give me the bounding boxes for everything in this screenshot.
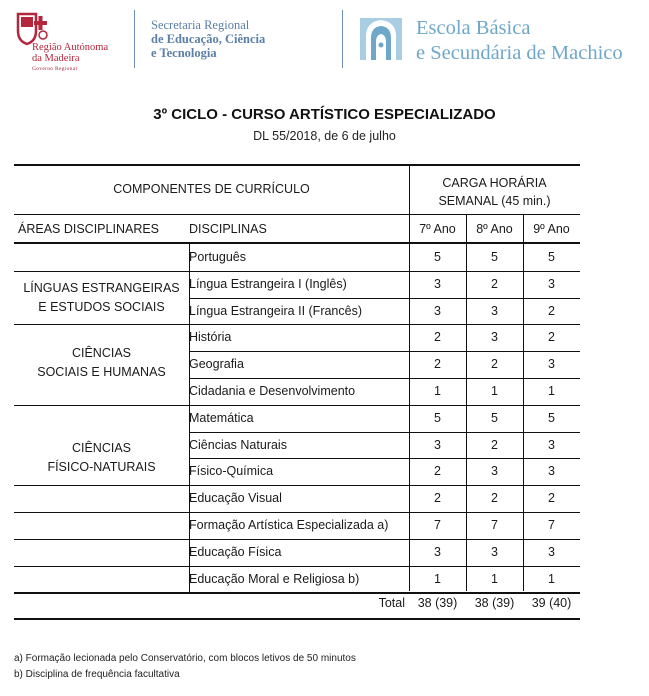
components-header: COMPONENTES DE CURRÍCULO: [113, 182, 310, 196]
school-logo-icon: [358, 14, 404, 64]
footnote-b: b) Disciplina de frequência facultativa: [14, 669, 180, 680]
hours-cell: 2: [548, 491, 555, 506]
hours-cell: 2: [434, 357, 441, 372]
hours-cell: 3: [491, 303, 498, 318]
subject-name: Geografia: [189, 357, 244, 372]
table-rule: [14, 485, 580, 486]
table-rule: [14, 164, 580, 166]
subject-name: Língua Estrangeira II (Francês): [189, 303, 362, 318]
hours-cell: 5: [434, 410, 441, 425]
year-8-header: 8º Ano: [476, 222, 513, 236]
group-label-line2: E ESTUDOS SOCIAIS: [38, 300, 165, 314]
table-rule: [189, 298, 580, 299]
table-rule: [409, 164, 410, 591]
hours-cell: 5: [434, 250, 441, 264]
hours-cell: 3: [548, 357, 555, 372]
subject-name: Ciências Naturais: [189, 437, 287, 452]
group-social-sciences: [14, 344, 189, 382]
table-rule: [466, 214, 467, 591]
region-name-line1: Região Autónoma: [32, 42, 109, 53]
hours-cell: 3: [548, 544, 555, 559]
subject-name: Educação Moral e Religiosa b): [189, 571, 360, 586]
hours-cell: 1: [434, 384, 441, 398]
table-rule: [189, 378, 580, 379]
region-name-line2: da Madeira: [32, 53, 80, 64]
subject-name: Cidadania e Desenvolvimento: [189, 384, 356, 398]
page-header: [0, 0, 649, 78]
hours-cell: 1: [548, 571, 555, 586]
hours-cell: 2: [491, 276, 498, 291]
group-label-line2: FÍSICO-NATURAIS: [47, 460, 156, 474]
table-rule: [189, 432, 580, 433]
hours-cell: 3: [434, 276, 441, 291]
hours-cell: 3: [491, 544, 498, 559]
table-rule: [14, 271, 580, 272]
footnote-a: a) Formação lecionada pelo Conservatório, com blocos letivos de 50 minutos: [14, 653, 356, 664]
secretariat-name: [151, 18, 265, 60]
hours-cell: 5: [491, 410, 498, 425]
region-government: Governo Regional: [32, 66, 78, 72]
year-7-header: 7º Ano: [419, 222, 456, 236]
hours-cell: 2: [548, 303, 555, 318]
subject-name: Físico-Química: [189, 464, 274, 479]
table-rule: [14, 242, 580, 244]
group-languages: [14, 279, 189, 317]
hours-cell: 5: [548, 250, 555, 264]
hours-cell: 2: [491, 491, 498, 506]
subjects-header: DISCIPLINAS: [189, 222, 267, 236]
secretariat-line1: Secretaria Regional: [151, 18, 250, 32]
table-rule: [14, 592, 580, 594]
workload-header: [409, 174, 580, 210]
secretariat-line3: e Tecnologia: [151, 46, 217, 60]
hours-cell: 1: [434, 571, 441, 586]
hours-cell: 3: [548, 276, 555, 291]
table-rule: [189, 458, 580, 459]
secretariat-line2: de Educação, Ciência: [151, 32, 266, 46]
subject-name: Educação Visual: [189, 491, 282, 506]
group-label-line1: CIÊNCIAS: [71, 346, 132, 360]
hours-cell: 3: [548, 437, 555, 452]
hours-cell: 7: [434, 518, 441, 532]
table-rule: [14, 566, 580, 567]
group-label-line1: CIÊNCIAS: [71, 441, 132, 455]
table-rule: [523, 214, 524, 591]
hours-cell: 2: [548, 330, 555, 345]
curriculum-table: [14, 164, 580, 618]
hours-cell: 2: [491, 437, 498, 452]
hours-cell: 7: [491, 518, 498, 532]
header-divider: [134, 10, 135, 68]
hours-cell: 5: [548, 410, 555, 425]
hours-cell: 2: [434, 464, 441, 479]
group-label-line1: LÍNGUAS ESTRANGEIRAS: [23, 281, 180, 295]
hours-cell: 1: [491, 384, 498, 398]
total-year-9: 39 (40): [531, 596, 572, 610]
total-label: Total: [378, 596, 405, 610]
subject-name: História: [189, 330, 232, 345]
hours-cell: 7: [548, 518, 555, 532]
total-year-7: 38 (39): [417, 596, 458, 610]
total-year-8: 38 (39): [474, 596, 515, 610]
school-name: [416, 16, 623, 66]
table-rule: [189, 351, 580, 352]
table-rule: [14, 618, 580, 620]
region-name: [32, 42, 108, 75]
subject-name: Matemática: [189, 410, 254, 425]
hours-cell: 3: [491, 330, 498, 345]
table-rule: [14, 405, 580, 406]
page-title: 3º CICLO - CURSO ARTÍSTICO ESPECIALIZADO: [153, 106, 496, 123]
hours-cell: 5: [491, 250, 498, 264]
hours-cell: 3: [434, 437, 441, 452]
hours-cell: 3: [548, 464, 555, 479]
subject-name: Formação Artística Especializada a): [189, 518, 389, 532]
hours-cell: 1: [548, 384, 555, 398]
areas-header: ÁREAS DISCIPLINARES: [18, 222, 160, 236]
hours-cell: 3: [434, 544, 441, 559]
year-9-header: 9º Ano: [533, 222, 570, 236]
school-name-line2: e Secundária de Machico: [416, 42, 623, 64]
subject-name: Educação Física: [189, 544, 282, 559]
table-rule: [14, 512, 580, 513]
subject-name: Língua Estrangeira I (Inglês): [189, 276, 347, 291]
header-divider: [342, 10, 343, 68]
table-rule: [14, 539, 580, 540]
table-rule: [14, 214, 580, 215]
hours-cell: 1: [491, 571, 498, 586]
page-subtitle: DL 55/2018, de 6 de julho: [253, 129, 396, 143]
hours-cell: 3: [434, 303, 441, 318]
table-rule: [14, 324, 580, 325]
workload-header-line1: CARGA HORÁRIA: [442, 176, 547, 190]
hours-cell: 2: [434, 491, 441, 506]
school-name-line1: Escola Básica: [416, 17, 531, 39]
group-label-line2: SOCIAIS E HUMANAS: [37, 365, 166, 379]
subject-name: Português: [189, 250, 246, 264]
group-natural-sciences: [14, 439, 189, 477]
hours-cell: 2: [491, 357, 498, 372]
hours-cell: 2: [434, 330, 441, 345]
hours-cell: 3: [491, 464, 498, 479]
workload-header-line2: SEMANAL (45 min.): [438, 194, 551, 208]
table-rule: [189, 242, 190, 592]
